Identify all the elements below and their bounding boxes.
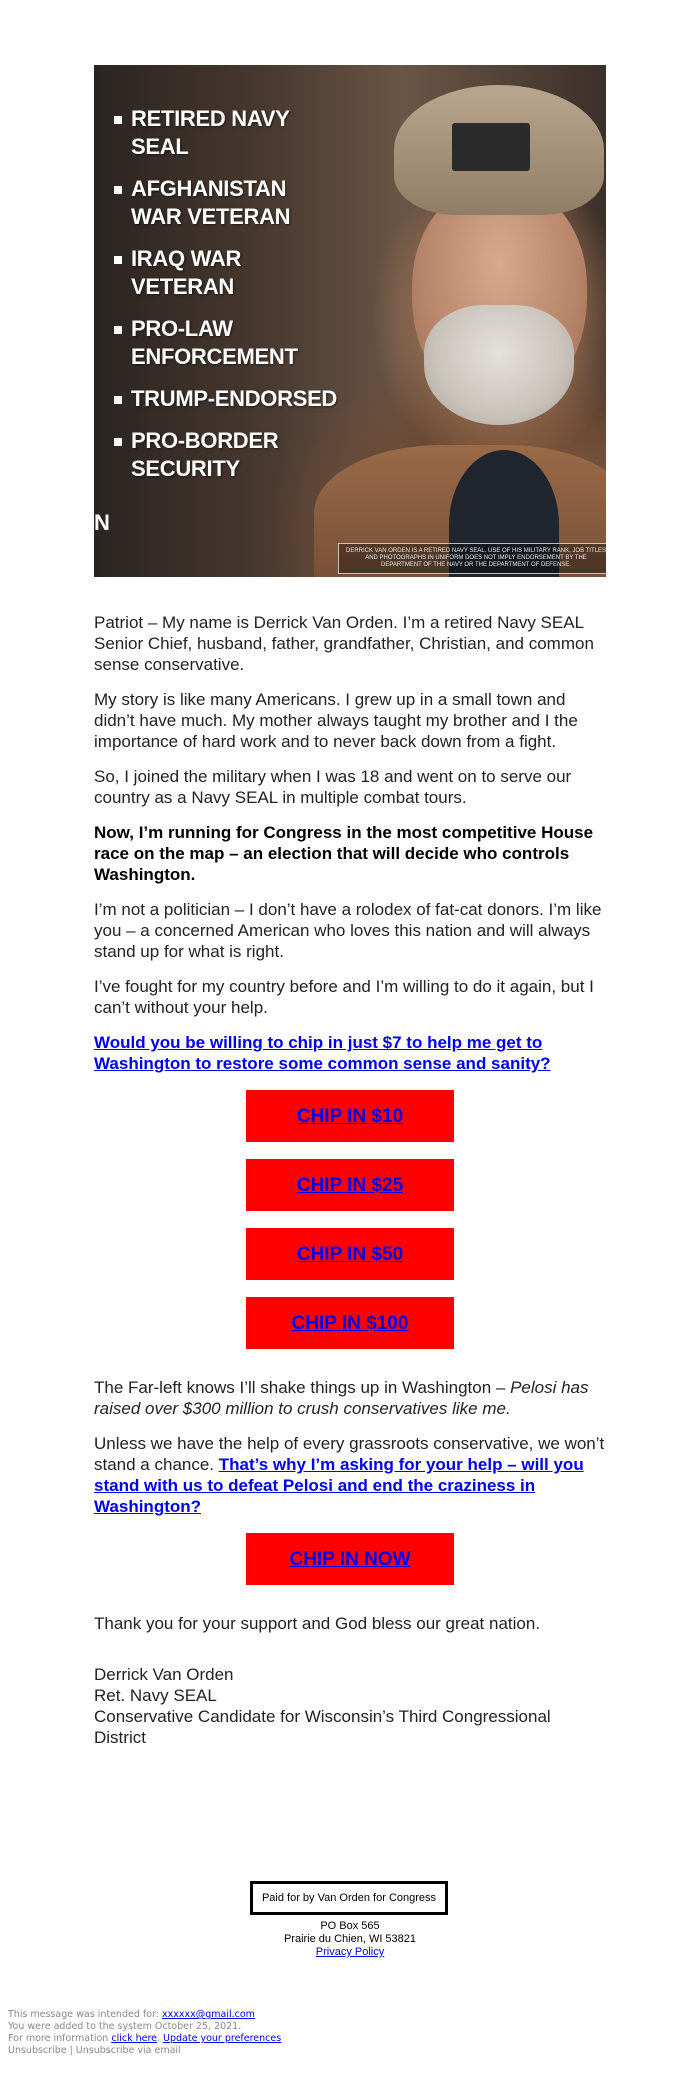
fineprint-more-info: For more information click here. Update your preferences bbox=[8, 2033, 282, 2044]
hero-bullet: TRUMP-ENDORSED bbox=[114, 385, 341, 413]
hero-bullet: IRAQ WAR VETERAN bbox=[114, 245, 341, 301]
recipient-email-link[interactable]: xxxxxx@gmail.com bbox=[162, 2009, 255, 2020]
fineprint-intended: This message was intended for: xxxxxx@gmail.com bbox=[8, 2009, 255, 2020]
donation-button-group bbox=[94, 1090, 606, 1349]
fineprint-unsubscribe[interactable]: Unsubscribe | Unsubscribe via email bbox=[8, 2045, 181, 2056]
paragraph-thanks: Thank you for your support and God bless our great nation. bbox=[94, 1614, 541, 1633]
stand-with-us-link[interactable]: That’s why I’m asking for your help – will you stand with us to defeat Pelosi and end the craziness in Washington? bbox=[94, 1455, 584, 1516]
paragraph-fought: I’ve fought for my country before and I’m willing to do it again, but I can’t without your help. bbox=[94, 977, 594, 1017]
paragraph-military: So, I joined the military when I was 18 and went on to serve our country as a Navy SEAL in multiple combat tours. bbox=[94, 767, 572, 807]
email-fineprint bbox=[8, 2009, 281, 2057]
chip-in-25-button[interactable]: CHIP IN $25 bbox=[246, 1159, 454, 1211]
paragraph-far-left: The Far-left knows I’ll shake things up in Washington – Pelosi has raised over $300 million to crush conservatives like me. bbox=[94, 1378, 589, 1418]
signature-title: Ret. Navy SEAL bbox=[94, 1686, 217, 1705]
signature-name: Derrick Van Orden bbox=[94, 1665, 234, 1684]
paragraph-not-politician: I’m not a politician – I don’t have a rolodex of fat-cat donors. I’m like you – a concerned American who loves this nation and will always stand up for what is right. bbox=[94, 900, 602, 961]
address-city: Prairie du Chien, WI 53821 bbox=[283, 1933, 417, 1945]
donate-ask-link[interactable]: Would you be willing to chip in just $7 to help me get to Washington to restore some common sense and sanity? bbox=[94, 1033, 551, 1073]
address-po-box: PO Box 565 bbox=[320, 1920, 380, 1932]
click-here-link[interactable]: click here bbox=[111, 2033, 157, 2044]
paragraph-ask bbox=[94, 1032, 606, 1074]
flag-patch-icon bbox=[452, 123, 530, 171]
chip-in-now-button[interactable]: CHIP IN NOW bbox=[246, 1533, 454, 1585]
chip-in-10-button[interactable]: CHIP IN $10 bbox=[246, 1090, 454, 1142]
paragraph-intro: Patriot – My name is Derrick Van Orden. I’m a retired Navy SEAL Senior Chief, husband, father, grandfather, Christian, and common sense conservative. bbox=[94, 613, 594, 674]
paragraph-congress: Now, I’m running for Congress in the most competitive House race on the map – an election that will decide who controls Washington. bbox=[94, 823, 594, 884]
hero-bullet: AFGHANISTAN WAR VETERAN bbox=[114, 175, 341, 231]
chip-in-50-button[interactable]: CHIP IN $50 bbox=[246, 1228, 454, 1280]
paragraph-grassroots: Unless we have the help of every grassroots conservative, we won’t stand a chance. That’s why I’m asking for your help – will you stand with us to defeat Pelosi and end the craziness in Washington? bbox=[94, 1434, 605, 1516]
mailing-address bbox=[200, 1920, 500, 1959]
signature-role: Conservative Candidate for Wisconsin’s Third Congressional District bbox=[94, 1707, 551, 1747]
bullet-square-icon bbox=[114, 326, 122, 334]
hero-edge-letter: N bbox=[94, 510, 110, 535]
chip-in-100-button[interactable]: CHIP IN $100 bbox=[246, 1297, 454, 1349]
update-preferences-link[interactable]: Update your preferences bbox=[163, 2033, 282, 2044]
email-body bbox=[94, 612, 606, 1748]
bullet-square-icon bbox=[114, 396, 122, 404]
chip-now-button-group bbox=[94, 1533, 606, 1585]
bullet-square-icon bbox=[114, 116, 122, 124]
hero-disclaimer: DERRICK VAN ORDEN IS A RETIRED NAVY SEAL. USE OF HIS MILITARY RANK, JOB TITLES AND PHOTOGRAPHS IN UNIFORM DOES NOT IMPLY ENDORSEMENT BY THE DEPARTMENT OF THE NAVY OR THE DEPARTMENT OF DEFENSE. bbox=[338, 543, 606, 574]
paid-for-disclaimer: Paid for by Van Orden for Congress bbox=[250, 1881, 448, 1915]
hero-bullet-list bbox=[114, 105, 341, 497]
hero-beard bbox=[424, 305, 574, 425]
privacy-policy-link[interactable]: Privacy Policy bbox=[315, 1946, 385, 1958]
hero-bullet: PRO-BORDER SECURITY bbox=[114, 427, 341, 483]
hero-image bbox=[94, 65, 606, 577]
hero-bullet: PRO-LAW ENFORCEMENT bbox=[114, 315, 341, 371]
fineprint-added: You were added to the system October 25, 2021. bbox=[8, 2021, 242, 2032]
signature-block bbox=[94, 1664, 606, 1748]
paragraph-story: My story is like many Americans. I grew up in a small town and didn’t have much. My mother always taught my brother and I the importance of hard work and to never back down from a fight. bbox=[94, 690, 578, 751]
hero-bullet: RETIRED NAVY SEAL bbox=[114, 105, 341, 161]
bullet-square-icon bbox=[114, 438, 122, 446]
bullet-square-icon bbox=[114, 186, 122, 194]
bullet-square-icon bbox=[114, 256, 122, 264]
